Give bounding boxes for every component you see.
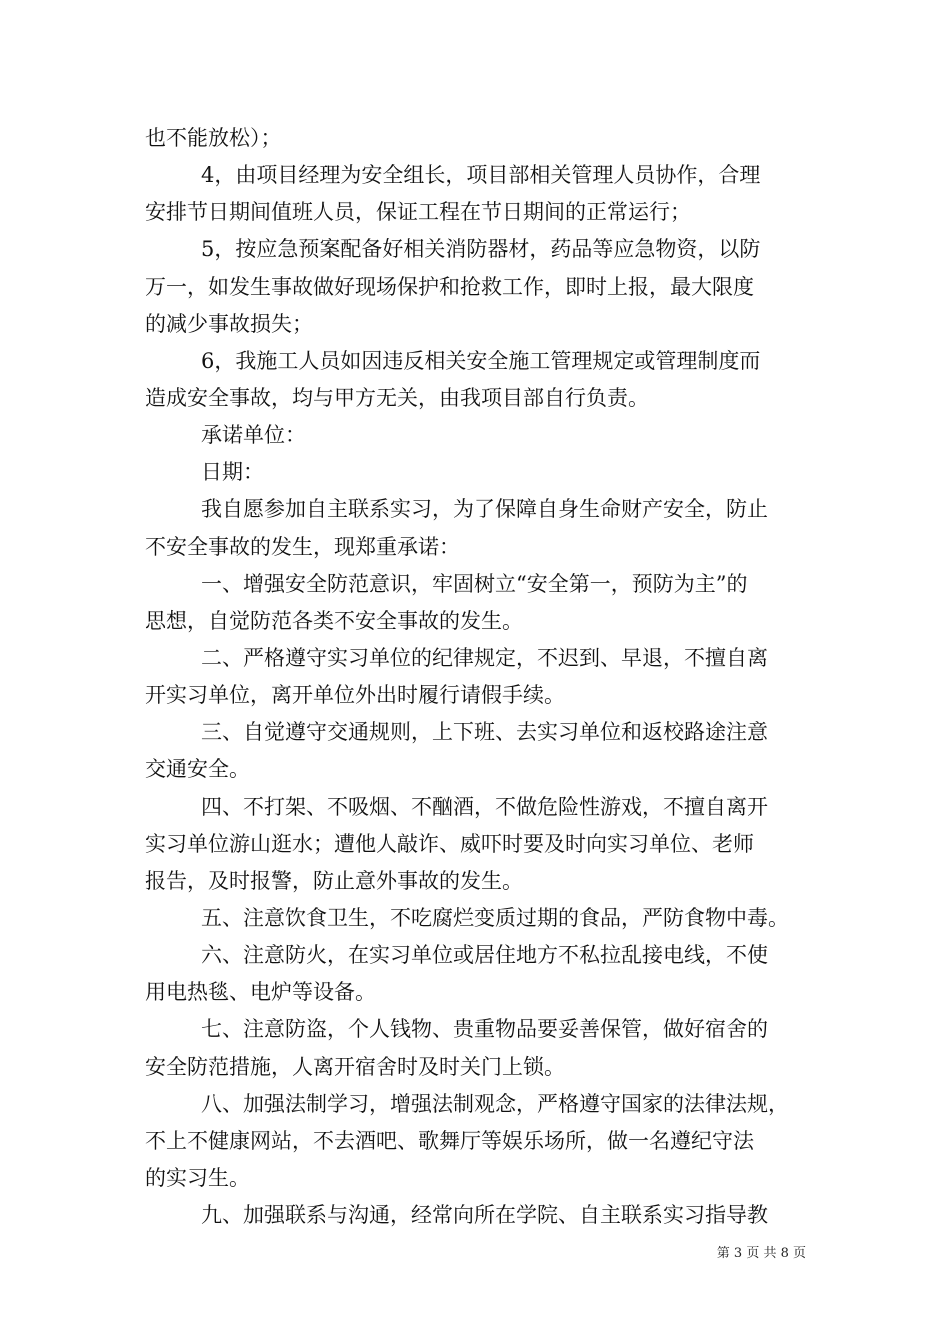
text-line: 五、注意饮食卫生，不吃腐烂变质过期的食品，严防食物中毒。 xyxy=(201,905,789,930)
text-line: 七、注意防盗，个人钱物、贵重物品要妥善保管，做好宿舍的 xyxy=(201,1017,768,1042)
text-line: 交通安全。 xyxy=(145,757,250,782)
text-line: 造成安全事故，均与甲方无关，由我项目部自行负责。 xyxy=(145,385,649,410)
text-line: 九、加强联系与沟通，经常向所在学院、自主联系实习指导教 xyxy=(201,1203,768,1228)
text-line: 不安全事故的发生，现郑重承诺： xyxy=(145,534,460,559)
text-line: 三、自觉遵守交通规则，上下班、去实习单位和返校路途注意 xyxy=(201,720,768,745)
text-line: 万一，如发生事故做好现场保护和抢救工作，即时上报，最大限度 xyxy=(145,274,754,299)
text-line: 安全防范措施，人离开宿舍时及时关门上锁。 xyxy=(145,1054,565,1079)
text-line: 六、注意防火，在实习单位或居住地方不私拉乱接电线，不使 xyxy=(201,943,768,968)
text-line: 4，由项目经理为安全组长，项目部相关管理人员协作，合理 xyxy=(201,163,761,188)
text-line: 承诺单位： xyxy=(201,423,306,448)
text-line: 的实习生。 xyxy=(145,1165,250,1190)
text-line: 开实习单位，离开单位外出时履行请假手续。 xyxy=(145,683,565,708)
text-line: 四、不打架、不吸烟、不酗酒，不做危险性游戏，不擅自离开 xyxy=(201,794,768,819)
text-line: 的减少事故损失； xyxy=(145,311,313,336)
text-line: 安排节日期间值班人员，保证工程在节日期间的正常运行； xyxy=(145,200,691,225)
text-line: 报告，及时报警，防止意外事故的发生。 xyxy=(145,868,523,893)
text-line: 一、增强安全防范意识，牢固树立“安全第一，预防为主”的 xyxy=(201,571,748,596)
page-number-footer: 第 3 页 共 8 页 xyxy=(716,1246,806,1261)
text-line: 实习单位游山逛水；遭他人敲诈、威吓时要及时向实习单位、老师 xyxy=(145,831,754,856)
text-line: 思想，自觉防范各类不安全事故的发生。 xyxy=(145,608,523,633)
text-line: 也不能放松）； xyxy=(145,126,282,150)
text-line: 5，按应急预案配备好相关消防器材，药品等应急物资，以防 xyxy=(201,237,761,262)
text-line: 不上不健康网站，不去酒吧、歌舞厅等娱乐场所，做一名遵纪守法 xyxy=(145,1128,754,1153)
document-body xyxy=(145,120,817,1234)
text-line: 用电热毯、电炉等设备。 xyxy=(145,980,376,1005)
text-line: 日期： xyxy=(201,460,264,485)
text-line: 八、加强法制学习，增强法制观念，严格遵守国家的法律法规， xyxy=(201,1091,789,1116)
text-line: 6，我施工人员如因违反相关安全施工管理规定或管理制度而 xyxy=(201,348,761,373)
text-line: 二、严格遵守实习单位的纪律规定，不迟到、早退，不擅自离 xyxy=(201,645,768,670)
text-line: 我自愿参加自主联系实习，为了保障自身生命财产安全，防止 xyxy=(201,497,768,522)
